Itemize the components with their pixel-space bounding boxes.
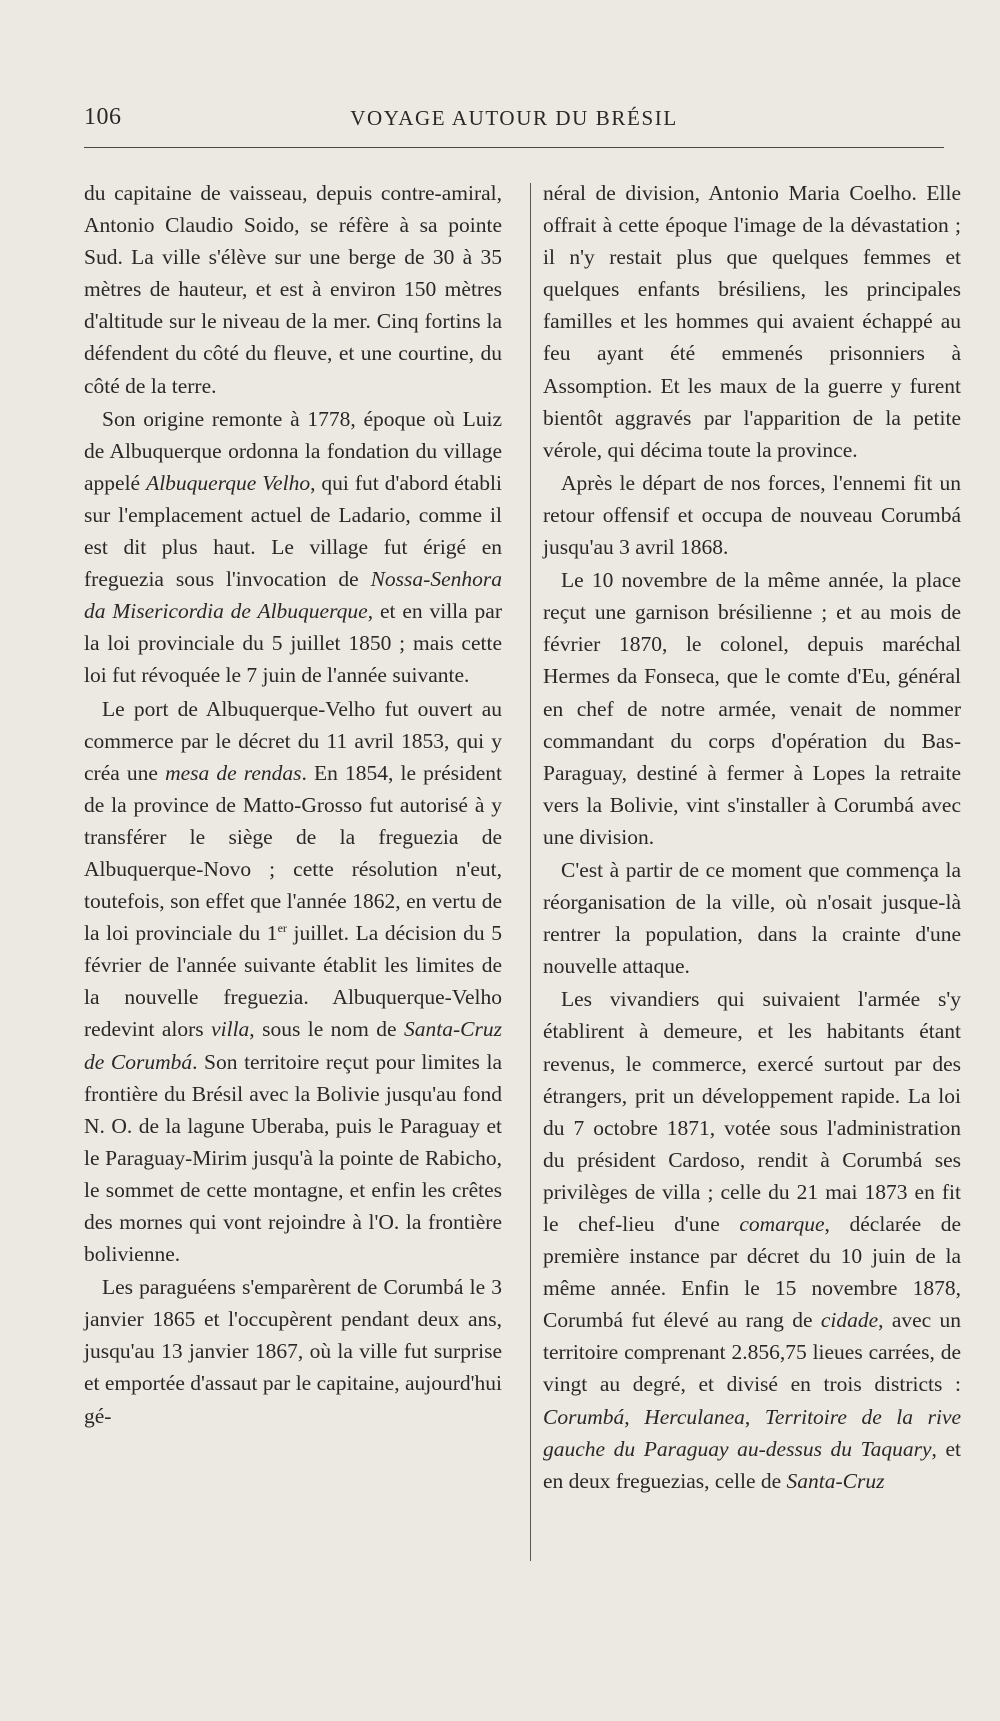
paragraph bbox=[84, 693, 502, 1271]
text-run: . Son territoire reçut pour limites la frontière du Brésil avec la Bolivie jusqu'au fond N. O. de la lagune Uberaba, puis le Paraguay et le Paraguay-Mirim jusqu'à la pointe de Rabicho, le sommet de cette montagne, et enfin les crêtes des mornes qui vont rejoindre à l'O. la frontière bolivienne. bbox=[84, 1049, 502, 1267]
text-run: , et en deux freguezias, celle de bbox=[543, 1436, 961, 1493]
italic-run: Santa-Cruz bbox=[786, 1468, 885, 1493]
text-run: juillet. La décision du 5 février de l'année suivante établit les limites de la nouvelle freguezia. Albuquerque-Velho redevint alors bbox=[84, 921, 502, 1042]
italic-run: mesa de rendas bbox=[165, 760, 302, 785]
text-run: , bbox=[744, 1404, 765, 1429]
text-run: , bbox=[624, 1404, 645, 1429]
italic-run: comarque bbox=[739, 1212, 825, 1236]
left-column bbox=[84, 177, 502, 1432]
text-run: Le port de Albuquerque-Velho fut ouvert au commerce par le décret du 11 avril 1853, qui y créa une bbox=[84, 696, 502, 785]
superscript: er bbox=[277, 921, 287, 935]
paragraph: du capitaine de vaisseau, depuis contre-amiral, Antonio Claudio Soido, se réfère à sa pointe Sud. La ville s'élève sur une berge de 30 à 35 mètres de hauteur, et est à environ 150 mètres d'altitude sur le niveau de la mer. Cinq fortins la défendent du côté du fleuve, et une courtine, du côté de la terre. bbox=[84, 181, 502, 398]
column-divider bbox=[530, 183, 531, 1561]
paragraph: C'est à partir de ce moment que commença la réorganisation de la ville, où n'osait jusque-là rentrer la population, dans la crainte d'une nouvelle attaque. bbox=[543, 857, 961, 979]
text-run: , déclarée de première instance par décret du 10 juin de la même année. Enfin le 15 novembre 1878, Corumbá fut élevé au rang de bbox=[543, 1212, 961, 1333]
paragraph: néral de division, Antonio Maria Coelho. Elle offrait à cette époque l'image de la dévastation ; il n'y restait plus que quelques femmes et quelques enfants brésiliens, les principales familles et les hommes qui avaient échappé au feu ayant été emmenés prisonniers à Assomption. Et les maux de la guerre y furent bientôt aggravés par l'apparition de la petite vérole, qui décima toute la province. bbox=[543, 181, 961, 462]
paragraph: Le 10 novembre de la même année, la place reçut une garnison brésilienne ; et au mois de février 1870, le colonel, depuis maréchal Hermes da Fonseca, que le comte d'Eu, général en chef de notre armée, venait de nommer commandant du corps d'opération du Bas-Paraguay, destiné à fermer à Lopes la retraite vers la Bolivie, vint s'installer à Corumbá avec une division. bbox=[543, 568, 961, 849]
header-rule bbox=[84, 147, 944, 148]
text-run: Les vivandiers qui suivaient l'armée s'y établirent à demeure, et les habitants étant revenus, le commerce, exercé surtout par des étrangers, prit un développement rapide. La loi du 7 octobre 1871, votée sous l'administration du président Cardoso, rendit à Corumbá ses privilèges de villa ; celle du 21 mai 1873 en fit le chef-lieu d'une bbox=[543, 987, 961, 1236]
text-run: . En 1854, le président de la province de Matto-Grosso fut autorisé à y transférer le siège de la freguezia de Albuquerque-Novo ; cette résolution n'eut, toutefois, son effet que l'année 1862, en vertu de la loi provinciale du 1 bbox=[84, 760, 502, 946]
italic-run: Nossa-Senhora da Misericordia de Albuquerque bbox=[84, 567, 502, 624]
paragraph bbox=[543, 983, 961, 1497]
italic-run: Herculanea bbox=[644, 1404, 745, 1429]
italic-run: Albuquerque Velho bbox=[146, 470, 311, 495]
italic-run: Territoire de la rive gauche du Paraguay au-dessus du Taquary bbox=[543, 1404, 962, 1461]
paragraph bbox=[84, 403, 502, 692]
page-number: 106 bbox=[84, 104, 122, 130]
text-run: , et en villa par la loi provinciale du 5 juillet 1850 ; mais cette loi fut révoquée le 7 juin de l'année suivante. bbox=[84, 599, 502, 688]
paragraph: Les paraguéens s'emparèrent de Corumbá le 3 janvier 1865 et l'occupèrent pendant deux ans, jusqu'au 13 janvier 1867, où la ville fut surprise et emportée d'assaut par le capitaine, aujourd'hui gé- bbox=[84, 1275, 502, 1428]
page-header bbox=[84, 104, 944, 134]
right-column bbox=[543, 177, 961, 1497]
italic-run: villa bbox=[211, 1017, 250, 1042]
running-title: VOYAGE AUTOUR DU BRÉSIL bbox=[350, 106, 678, 130]
italic-run: Santa-Cruz de Corumbá bbox=[84, 1017, 502, 1074]
text-run: , qui fut d'abord établi sur l'emplacement actuel de Ladario, comme il est dit plus haut. Le village fut érigé en freguezia sous l'invocation de bbox=[84, 470, 502, 592]
italic-run: cidade bbox=[820, 1308, 879, 1333]
text-run: , sous le nom de bbox=[249, 1017, 405, 1042]
italic-run: Corumbá bbox=[543, 1404, 625, 1429]
text-run: , avec un territoire comprenant 2.856,75 lieues carrées, de vingt au degré, et divisé en trois districts : bbox=[543, 1308, 961, 1397]
paragraph: Après le départ de nos forces, l'ennemi fit un retour offensif et occupa de nouveau Corumbá jusqu'au 3 avril 1868. bbox=[543, 470, 961, 560]
text-run: Son origine remonte à 1778, époque où Luiz de Albuquerque ordonna la fondation du village appelé bbox=[84, 406, 502, 495]
